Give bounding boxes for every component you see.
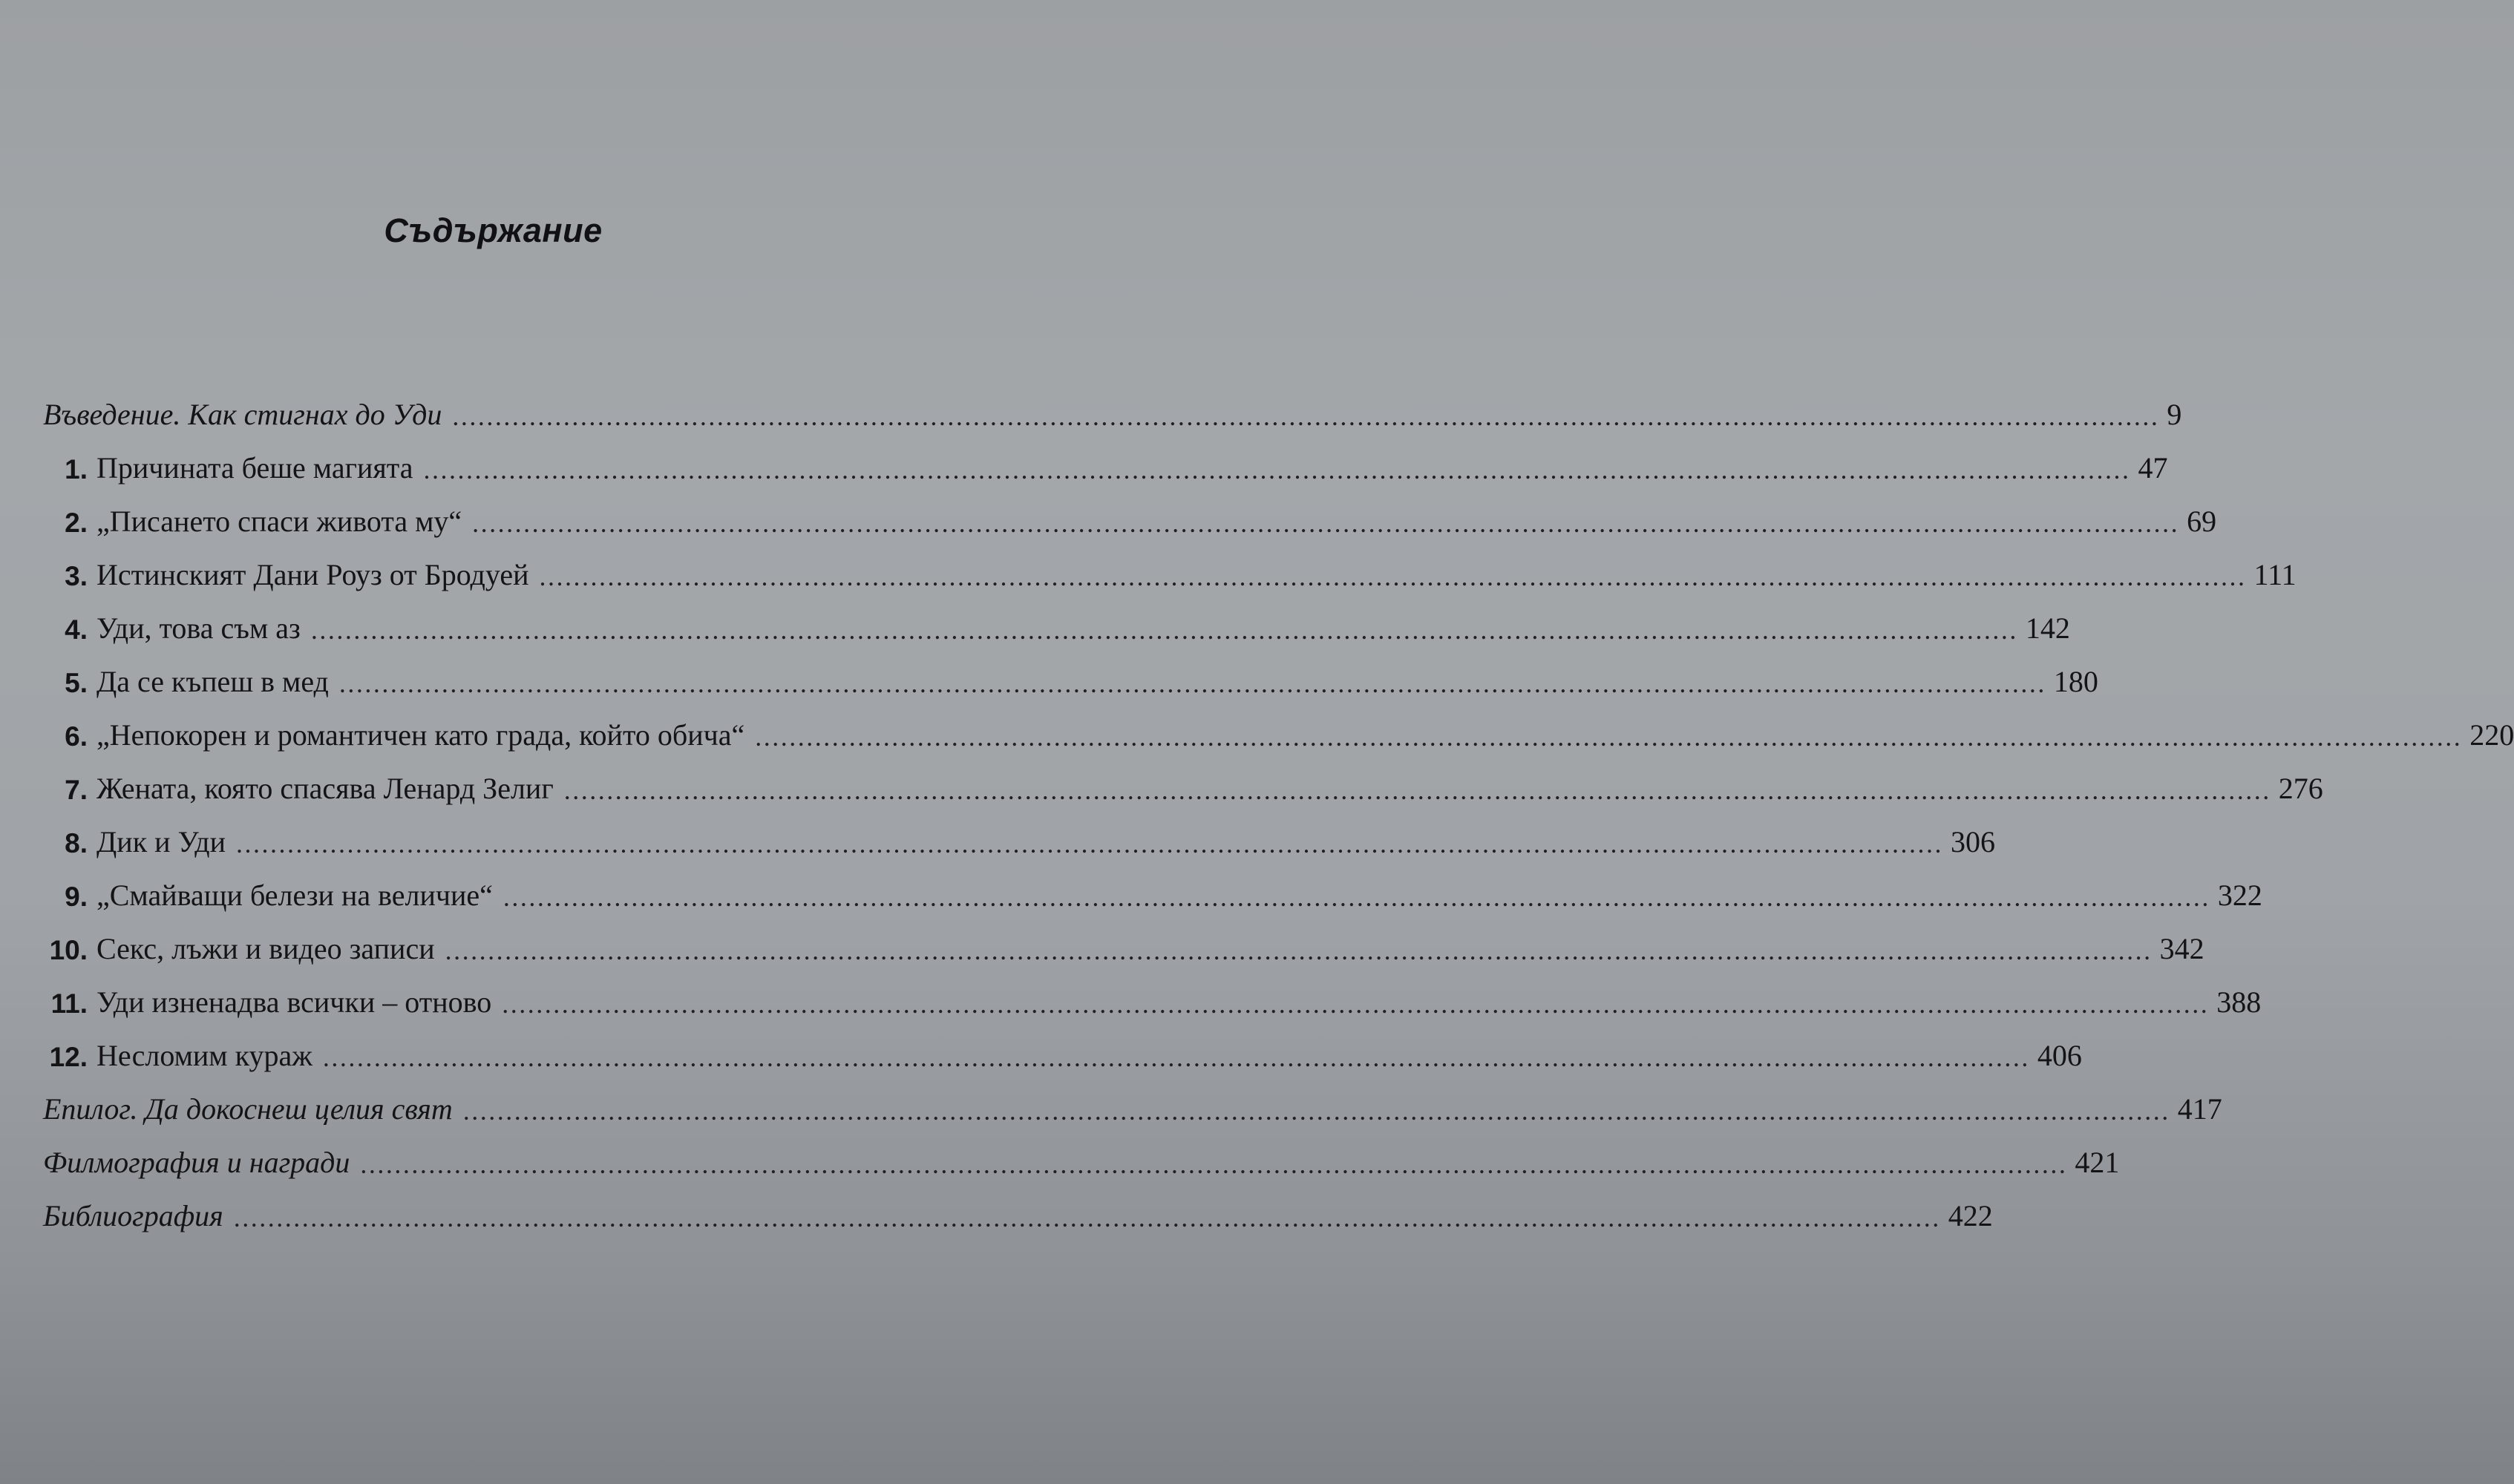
dot-leader: ........................................................................................................................................................................................................	[236, 829, 1944, 858]
toc-entry-page: 69	[2187, 505, 2217, 538]
toc-entry-chapter-12	[45, 1026, 2082, 1072]
toc-entry-bibliography	[43, 1186, 1993, 1232]
toc-entry-number: 7.	[65, 775, 88, 805]
toc-entry-filmography	[43, 1133, 2120, 1179]
toc-entry-title: „Непокорен и романтичен като града, който обича“	[96, 718, 745, 752]
dot-leader: ........................................................................................................................................................................................................	[472, 508, 2180, 538]
toc-entry-number: 10.	[49, 935, 88, 965]
toc-entry-chapter-8	[45, 812, 1996, 858]
toc-entry-page: 142	[2025, 611, 2070, 645]
toc-entry-chapter-2	[45, 492, 2217, 538]
toc-entry-title: Истинският Дани Роуз от Бродуей	[96, 558, 529, 591]
toc-entry-page: 220	[2469, 718, 2514, 752]
toc-entry-page: 417	[2177, 1092, 2222, 1126]
dot-leader: ........................................................................................................................................................................................................	[503, 882, 2210, 912]
toc-entry-title: Да се къпеш в мед	[96, 665, 329, 698]
dot-leader: ........................................................................................................................................................................................................	[502, 989, 2210, 1019]
toc-entry-page: 322	[2217, 879, 2262, 912]
page-title: Съдържание	[384, 211, 603, 249]
toc-entry-number: 12.	[49, 1042, 88, 1072]
toc-entry-number: 8.	[65, 828, 88, 858]
dot-leader: ........................................................................................................................................................................................................	[462, 1096, 2170, 1126]
toc-entry-chapter-10	[45, 919, 2204, 965]
toc-entry-title: Уди изненадва всички – отново	[96, 985, 492, 1019]
toc-entry-title: Библиография	[43, 1199, 223, 1232]
dot-leader: ........................................................................................................................................................................................................	[563, 775, 2271, 805]
toc-entry-page: 406	[2037, 1039, 2082, 1072]
dot-leader: ........................................................................................................................................................................................................	[445, 936, 2153, 965]
toc-entry-number: 9.	[65, 881, 88, 912]
toc-entry-title: Дик и Уди	[96, 825, 226, 858]
toc-entry-page: 47	[2138, 451, 2168, 485]
toc-entry-title: Въведение. Как стигнах до Уди	[43, 398, 442, 431]
toc-entry-chapter-9	[45, 866, 2262, 912]
toc-entry-page: 421	[2075, 1146, 2120, 1179]
toc-entry-chapter-7	[45, 759, 2323, 805]
toc-entry-title: „Смайващи белези на величие“	[96, 879, 493, 912]
dot-leader: ........................................................................................................................................................................................................	[322, 1043, 2030, 1072]
toc-entry-title: Жената, която спасява Ленард Зелиг	[96, 772, 554, 805]
toc-entry-title: Секс, лъжи и видео записи	[96, 932, 435, 965]
dot-leader: ........................................................................................................................................................................................................	[338, 669, 2046, 698]
dot-leader: ........................................................................................................................................................................................................	[755, 722, 2463, 752]
dot-leader: ........................................................................................................................................................................................................	[360, 1149, 2068, 1179]
toc-entry-title: Уди, това съм аз	[96, 611, 301, 645]
dot-leader: ........................................................................................................................................................................................................	[539, 562, 2247, 591]
dot-leader: ........................................................................................................................................................................................................	[452, 401, 2160, 431]
dot-leader: ........................................................................................................................................................................................................	[423, 455, 2131, 485]
toc-entry-title: Филмография и награди	[43, 1146, 350, 1179]
toc-entry-chapter-3	[45, 545, 2297, 591]
toc-entry-number: 6.	[65, 721, 88, 752]
toc-entry-title: Епилог. Да докоснеш целия свят	[43, 1092, 453, 1126]
toc-entry-number: 11.	[50, 988, 88, 1019]
toc-entry-chapter-6	[45, 706, 2514, 752]
dot-leader: ........................................................................................................................................................................................................	[310, 615, 2018, 645]
toc-entry-number: 5.	[65, 668, 88, 698]
toc-entry-chapter-4	[45, 599, 2070, 645]
toc-entry-number: 1.	[65, 454, 88, 485]
toc-entry-page: 276	[2278, 772, 2323, 805]
toc-entry-page: 9	[2167, 398, 2182, 431]
toc-entry-epilogue	[43, 1080, 2222, 1126]
toc-entry-title: Причината беше магията	[96, 451, 413, 485]
toc-entry-page: 342	[2159, 932, 2204, 965]
toc-entry-page: 111	[2253, 558, 2297, 591]
dot-leader: ........................................................................................................................................................................................................	[233, 1203, 1941, 1232]
toc-entry-number: 3.	[65, 561, 88, 591]
toc-entry-page: 180	[2053, 665, 2098, 698]
toc-entry-chapter-5	[45, 652, 2098, 698]
toc-entry-title: Несломим кураж	[96, 1039, 312, 1072]
toc-entry-number: 2.	[65, 508, 88, 538]
toc-entry-chapter-1	[45, 439, 2168, 485]
toc-entry-page: 388	[2216, 985, 2262, 1019]
toc-entry-introduction	[43, 385, 2182, 431]
toc-entry-number: 4.	[65, 614, 88, 645]
toc-entry-page: 422	[1948, 1199, 1993, 1232]
toc-entry-title: „Писането спаси живота му“	[96, 505, 462, 538]
toc-entry-page: 306	[1951, 825, 1996, 858]
toc-entry-chapter-11	[45, 973, 2262, 1019]
